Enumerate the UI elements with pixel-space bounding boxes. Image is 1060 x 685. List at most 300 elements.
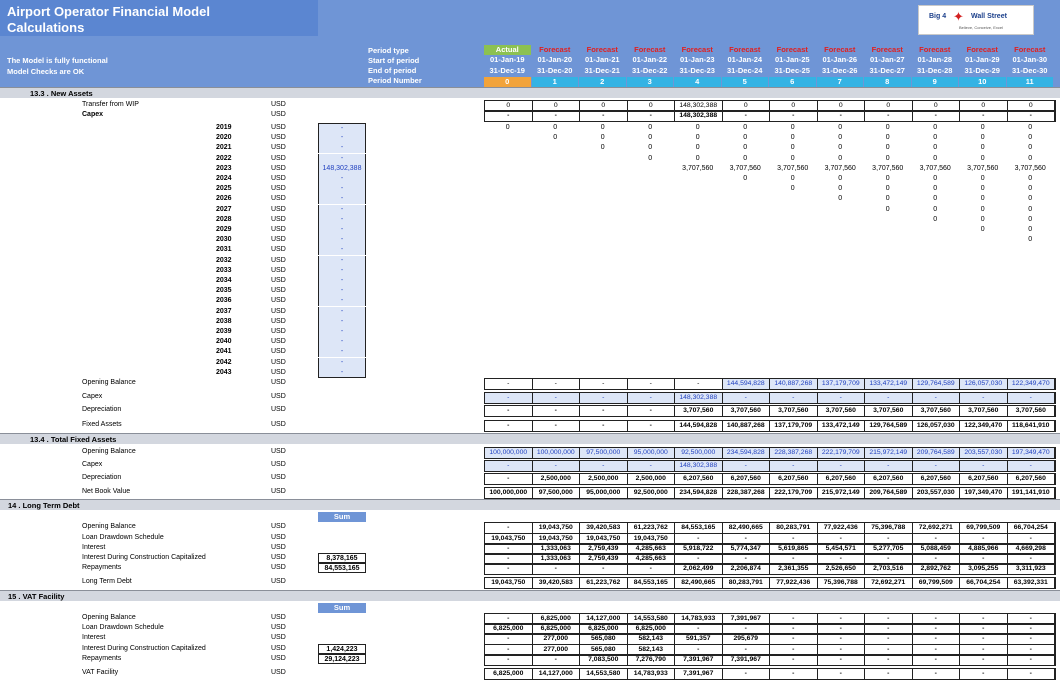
value-cell[interactable]: - [960,461,1008,471]
value-cell[interactable]: 4,669,298 [1008,544,1056,554]
value-cell[interactable]: - [960,645,1008,655]
value-cell[interactable]: - [865,655,913,665]
value-cell[interactable]: 14,127,000 [533,669,581,679]
value-cell[interactable]: 2,526,650 [818,564,866,574]
depreciation-cell[interactable]: 0 [1028,226,1033,233]
value-cell[interactable]: 66,704,254 [1008,523,1056,533]
value-cell[interactable]: - [628,379,676,389]
value-cell[interactable]: - [485,523,533,533]
value-cell[interactable]: - [770,554,818,564]
value-cell[interactable]: 95,000,000 [580,488,628,498]
value-cell[interactable]: 133,472,149 [865,379,913,389]
value-cell[interactable]: 133,472,149 [818,421,866,431]
value-cell[interactable]: 215,972,149 [865,448,913,458]
year-capex-input[interactable]: - [318,245,366,255]
value-cell[interactable]: 0 [580,101,628,111]
value-cell[interactable]: 215,972,149 [818,488,866,498]
value-cell[interactable]: 14,783,933 [675,614,723,624]
value-cell[interactable]: 2,500,000 [533,474,581,484]
value-cell[interactable]: 2,500,000 [628,474,676,484]
value-cell[interactable]: - [770,624,818,634]
depreciation-cell[interactable]: 0 [885,155,890,162]
value-cell[interactable]: 565,080 [580,634,628,644]
value-cell[interactable]: 197,349,470 [1008,448,1056,458]
value-cell[interactable]: 3,707,560 [960,406,1008,416]
depreciation-cell[interactable]: 0 [1028,175,1033,182]
year-capex-input[interactable]: - [318,174,366,184]
year-capex-input[interactable]: - [318,358,366,368]
value-cell[interactable]: 209,764,589 [913,448,961,458]
depreciation-cell[interactable]: 0 [790,155,795,162]
value-cell[interactable]: - [865,111,913,121]
year-capex-input[interactable]: - [318,235,366,245]
depreciation-cell[interactable]: 3,707,560 [729,165,761,172]
value-cell[interactable]: 0 [818,101,866,111]
depreciation-cell[interactable]: 0 [553,134,558,141]
depreciation-cell[interactable]: 0 [980,195,985,202]
value-cell[interactable]: 0 [723,101,771,111]
value-cell[interactable]: 228,387,268 [770,448,818,458]
year-capex-input[interactable]: - [318,276,366,286]
depreciation-cell[interactable]: 0 [933,216,938,223]
depreciation-cell[interactable]: 3,707,560 [824,165,856,172]
value-cell[interactable]: - [628,406,676,416]
depreciation-cell[interactable]: 0 [885,134,890,141]
value-cell[interactable]: - [818,393,866,403]
value-cell[interactable]: 3,707,560 [675,406,723,416]
value-cell[interactable]: - [818,461,866,471]
value-cell[interactable]: - [580,111,628,121]
value-cell[interactable]: - [723,461,771,471]
depreciation-cell[interactable]: 0 [600,124,605,131]
value-cell[interactable]: 126,057,030 [960,379,1008,389]
depreciation-cell[interactable]: 0 [648,124,653,131]
value-cell[interactable]: - [485,421,533,431]
value-cell[interactable]: - [913,614,961,624]
value-cell[interactable]: 148,302,388 [675,393,723,403]
value-cell[interactable]: 582,143 [628,634,676,644]
depreciation-cell[interactable]: 0 [790,185,795,192]
value-cell[interactable]: - [913,634,961,644]
value-cell[interactable]: 5,918,722 [675,544,723,554]
depreciation-cell[interactable]: 0 [648,134,653,141]
depreciation-cell[interactable]: 0 [600,144,605,151]
value-cell[interactable]: - [628,564,676,574]
value-cell[interactable]: 84,553,165 [628,578,676,588]
year-capex-input[interactable]: - [318,368,366,378]
depreciation-cell[interactable]: 0 [790,124,795,131]
value-cell[interactable]: - [1008,461,1056,471]
value-cell[interactable]: 137,179,709 [818,379,866,389]
value-cell[interactable]: - [533,564,581,574]
value-cell[interactable]: 0 [1008,101,1056,111]
value-cell[interactable]: - [675,645,723,655]
value-cell[interactable]: 209,764,589 [865,488,913,498]
value-cell[interactable]: - [533,655,581,665]
value-cell[interactable]: 4,285,663 [628,544,676,554]
value-cell[interactable]: 4,285,663 [628,554,676,564]
depreciation-cell[interactable]: 0 [838,155,843,162]
value-cell[interactable]: - [818,534,866,544]
value-cell[interactable]: - [913,669,961,679]
depreciation-cell[interactable]: 0 [1028,195,1033,202]
depreciation-cell[interactable]: 0 [933,185,938,192]
value-cell[interactable]: 7,083,500 [580,655,628,665]
value-cell[interactable]: 19,043,750 [533,523,581,533]
depreciation-cell[interactable]: 3,707,560 [872,165,904,172]
value-cell[interactable]: - [723,554,771,564]
depreciation-cell[interactable]: 0 [885,185,890,192]
value-cell[interactable]: 122,349,470 [960,421,1008,431]
year-capex-input[interactable]: - [318,215,366,225]
value-cell[interactable]: 19,043,750 [628,534,676,544]
year-capex-input[interactable]: - [318,123,366,133]
value-cell[interactable]: 0 [913,101,961,111]
value-cell[interactable]: 63,392,331 [1008,578,1056,588]
value-cell[interactable]: - [675,534,723,544]
value-cell[interactable]: 3,707,560 [865,406,913,416]
depreciation-cell[interactable]: 0 [695,144,700,151]
value-cell[interactable]: 5,454,571 [818,544,866,554]
value-cell[interactable]: 5,088,459 [913,544,961,554]
value-cell[interactable]: - [485,461,533,471]
value-cell[interactable]: 118,641,910 [1008,421,1056,431]
value-cell[interactable]: - [628,461,676,471]
value-cell[interactable]: - [675,554,723,564]
value-cell[interactable]: 129,764,589 [865,421,913,431]
value-cell[interactable]: - [1008,554,1056,564]
value-cell[interactable]: 6,207,560 [1008,474,1056,484]
value-cell[interactable]: 0 [770,101,818,111]
value-cell[interactable]: 7,391,967 [675,669,723,679]
value-cell[interactable]: 144,594,828 [723,379,771,389]
value-cell[interactable]: - [580,421,628,431]
value-cell[interactable]: 82,490,665 [675,578,723,588]
depreciation-cell[interactable]: 3,707,560 [967,165,999,172]
value-cell[interactable]: - [485,645,533,655]
value-cell[interactable]: 97,500,000 [533,488,581,498]
value-cell[interactable]: 92,500,000 [628,488,676,498]
value-cell[interactable]: 234,594,828 [723,448,771,458]
value-cell[interactable]: 92,500,000 [675,448,723,458]
depreciation-cell[interactable]: 0 [1028,216,1033,223]
value-cell[interactable]: - [628,421,676,431]
value-cell[interactable]: - [1008,393,1056,403]
depreciation-cell[interactable]: 0 [1028,236,1033,243]
depreciation-cell[interactable]: 0 [980,216,985,223]
value-cell[interactable]: - [960,614,1008,624]
depreciation-cell[interactable]: 0 [933,155,938,162]
sum-cell[interactable]: 1,424,223 [318,644,366,654]
value-cell[interactable]: - [865,669,913,679]
value-cell[interactable]: 6,825,000 [485,624,533,634]
value-cell[interactable]: 3,707,560 [913,406,961,416]
value-cell[interactable]: 2,361,355 [770,564,818,574]
value-cell[interactable]: 129,764,589 [913,379,961,389]
value-cell[interactable]: 140,887,268 [723,421,771,431]
value-cell[interactable]: 148,302,388 [675,461,723,471]
value-cell[interactable]: - [533,461,581,471]
value-cell[interactable]: - [770,461,818,471]
value-cell[interactable]: 6,207,560 [818,474,866,484]
value-cell[interactable]: - [628,111,676,121]
value-cell[interactable]: - [675,379,723,389]
value-cell[interactable]: - [913,534,961,544]
depreciation-cell[interactable]: 0 [1028,134,1033,141]
value-cell[interactable]: - [1008,624,1056,634]
depreciation-cell[interactable]: 0 [885,144,890,151]
depreciation-cell[interactable]: 0 [838,195,843,202]
depreciation-cell[interactable]: 0 [980,124,985,131]
value-cell[interactable]: - [533,393,581,403]
value-cell[interactable]: 97,500,000 [580,448,628,458]
value-cell[interactable]: 7,276,790 [628,655,676,665]
depreciation-cell[interactable]: 0 [838,124,843,131]
year-capex-input[interactable]: - [318,194,366,204]
value-cell[interactable]: 5,619,865 [770,544,818,554]
value-cell[interactable]: - [628,393,676,403]
value-cell[interactable]: - [913,393,961,403]
value-cell[interactable]: 7,391,967 [723,614,771,624]
value-cell[interactable]: 5,774,347 [723,544,771,554]
value-cell[interactable]: - [580,379,628,389]
value-cell[interactable]: - [960,111,1008,121]
depreciation-cell[interactable]: 0 [933,206,938,213]
value-cell[interactable]: - [770,614,818,624]
value-cell[interactable]: 3,707,560 [723,406,771,416]
depreciation-cell[interactable]: 0 [885,175,890,182]
value-cell[interactable]: - [485,554,533,564]
value-cell[interactable]: 6,207,560 [913,474,961,484]
value-cell[interactable]: 0 [485,101,533,111]
value-cell[interactable]: 2,759,439 [580,554,628,564]
value-cell[interactable]: 80,283,791 [770,523,818,533]
value-cell[interactable]: - [865,645,913,655]
value-cell[interactable]: - [818,669,866,679]
value-cell[interactable]: 72,692,271 [865,578,913,588]
value-cell[interactable]: 100,000,000 [485,488,533,498]
value-cell[interactable]: 5,277,705 [865,544,913,554]
value-cell[interactable]: - [818,634,866,644]
value-cell[interactable]: - [770,634,818,644]
value-cell[interactable]: - [580,406,628,416]
value-cell[interactable]: - [533,406,581,416]
value-cell[interactable]: - [723,393,771,403]
value-cell[interactable]: - [485,544,533,554]
value-cell[interactable]: - [818,554,866,564]
value-cell[interactable]: 6,825,000 [533,614,581,624]
value-cell[interactable]: - [960,624,1008,634]
value-cell[interactable]: 69,799,509 [960,523,1008,533]
depreciation-cell[interactable]: 0 [838,175,843,182]
year-capex-input[interactable]: - [318,154,366,164]
depreciation-cell[interactable]: 3,707,560 [1014,165,1046,172]
value-cell[interactable]: - [485,111,533,121]
value-cell[interactable]: - [485,614,533,624]
value-cell[interactable]: 6,825,000 [485,669,533,679]
value-cell[interactable]: 126,057,030 [913,421,961,431]
depreciation-cell[interactable]: 0 [980,226,985,233]
value-cell[interactable]: 39,420,583 [533,578,581,588]
value-cell[interactable]: 565,080 [580,645,628,655]
year-capex-input[interactable]: - [318,296,366,306]
depreciation-cell[interactable]: 0 [790,134,795,141]
depreciation-cell[interactable]: 0 [838,185,843,192]
depreciation-cell[interactable]: 0 [505,124,510,131]
value-cell[interactable]: - [580,564,628,574]
value-cell[interactable]: 3,707,560 [818,406,866,416]
value-cell[interactable]: - [865,534,913,544]
year-capex-input[interactable]: - [318,205,366,215]
value-cell[interactable]: 7,391,967 [723,655,771,665]
depreciation-cell[interactable]: 0 [743,134,748,141]
value-cell[interactable]: 191,141,910 [1008,488,1056,498]
depreciation-cell[interactable]: 0 [1028,144,1033,151]
value-cell[interactable]: 6,825,000 [580,624,628,634]
depreciation-cell[interactable]: 0 [743,155,748,162]
value-cell[interactable]: - [723,624,771,634]
value-cell[interactable]: - [865,393,913,403]
depreciation-cell[interactable]: 0 [980,185,985,192]
value-cell[interactable]: 222,179,709 [770,488,818,498]
year-capex-input[interactable]: - [318,286,366,296]
value-cell[interactable]: 75,396,788 [865,523,913,533]
value-cell[interactable]: - [913,655,961,665]
value-cell[interactable]: 277,000 [533,645,581,655]
value-cell[interactable]: - [818,111,866,121]
value-cell[interactable]: - [960,655,1008,665]
value-cell[interactable]: - [913,461,961,471]
value-cell[interactable]: 39,420,583 [580,523,628,533]
value-cell[interactable]: 6,207,560 [960,474,1008,484]
value-cell[interactable]: 203,557,030 [960,448,1008,458]
value-cell[interactable]: - [723,645,771,655]
value-cell[interactable]: - [533,111,581,121]
value-cell[interactable]: - [818,614,866,624]
value-cell[interactable]: - [960,554,1008,564]
depreciation-cell[interactable]: 0 [885,206,890,213]
value-cell[interactable]: - [723,669,771,679]
value-cell[interactable]: - [485,406,533,416]
depreciation-cell[interactable]: 0 [743,175,748,182]
value-cell[interactable]: 3,707,560 [1008,406,1056,416]
value-cell[interactable]: - [1008,634,1056,644]
value-cell[interactable]: 0 [865,101,913,111]
depreciation-cell[interactable]: 0 [553,124,558,131]
year-capex-input[interactable]: - [318,266,366,276]
value-cell[interactable]: - [723,111,771,121]
year-capex-input[interactable]: - [318,256,366,266]
value-cell[interactable]: - [865,624,913,634]
value-cell[interactable]: 100,000,000 [533,448,581,458]
value-cell[interactable]: 197,349,470 [960,488,1008,498]
value-cell[interactable]: 582,143 [628,645,676,655]
depreciation-cell[interactable]: 0 [790,144,795,151]
depreciation-cell[interactable]: 0 [980,206,985,213]
value-cell[interactable]: 2,062,499 [675,564,723,574]
value-cell[interactable]: 80,283,791 [723,578,771,588]
depreciation-cell[interactable]: 0 [838,144,843,151]
depreciation-cell[interactable]: 0 [980,175,985,182]
value-cell[interactable]: 140,887,268 [770,379,818,389]
year-capex-input[interactable]: - [318,133,366,143]
value-cell[interactable]: - [960,634,1008,644]
value-cell[interactable]: 6,825,000 [628,624,676,634]
value-cell[interactable]: 19,043,750 [485,578,533,588]
value-cell[interactable]: 222,179,709 [818,448,866,458]
depreciation-cell[interactable]: 0 [885,124,890,131]
value-cell[interactable]: - [818,645,866,655]
value-cell[interactable]: 1,333,063 [533,554,581,564]
value-cell[interactable]: - [1008,655,1056,665]
value-cell[interactable]: 0 [960,101,1008,111]
depreciation-cell[interactable]: 3,707,560 [919,165,951,172]
value-cell[interactable]: - [913,111,961,121]
sum-cell[interactable]: 8,378,165 [318,553,366,563]
value-cell[interactable]: - [1008,669,1056,679]
value-cell[interactable]: 77,922,436 [818,523,866,533]
value-cell[interactable]: 0 [533,101,581,111]
depreciation-cell[interactable]: 0 [980,144,985,151]
value-cell[interactable]: 100,000,000 [485,448,533,458]
year-capex-input[interactable]: - [318,317,366,327]
year-capex-input[interactable]: - [318,184,366,194]
depreciation-cell[interactable]: 0 [933,175,938,182]
value-cell[interactable]: 2,759,439 [580,544,628,554]
value-cell[interactable]: 6,825,000 [533,624,581,634]
value-cell[interactable]: 6,207,560 [865,474,913,484]
value-cell[interactable]: - [770,655,818,665]
depreciation-cell[interactable]: 0 [600,134,605,141]
value-cell[interactable]: 295,679 [723,634,771,644]
value-cell[interactable]: 2,892,762 [913,564,961,574]
value-cell[interactable]: 6,207,560 [723,474,771,484]
depreciation-cell[interactable]: 0 [743,144,748,151]
value-cell[interactable]: 3,311,923 [1008,564,1056,574]
value-cell[interactable]: 75,396,788 [818,578,866,588]
value-cell[interactable]: - [485,634,533,644]
value-cell[interactable]: - [533,379,581,389]
year-capex-input[interactable]: - [318,347,366,357]
value-cell[interactable]: 148,302,388 [675,111,723,121]
value-cell[interactable]: - [675,624,723,634]
depreciation-cell[interactable]: 0 [933,144,938,151]
value-cell[interactable]: - [1008,614,1056,624]
value-cell[interactable]: - [865,614,913,624]
value-cell[interactable]: 137,179,709 [770,421,818,431]
value-cell[interactable]: - [580,393,628,403]
value-cell[interactable]: 277,000 [533,634,581,644]
value-cell[interactable]: 95,000,000 [628,448,676,458]
value-cell[interactable]: 144,594,828 [675,421,723,431]
value-cell[interactable]: - [770,111,818,121]
value-cell[interactable]: 19,043,750 [485,534,533,544]
value-cell[interactable]: - [865,554,913,564]
big4-wallstreet-logo[interactable] [918,5,1034,35]
depreciation-cell[interactable]: 0 [885,195,890,202]
value-cell[interactable]: 61,223,762 [580,578,628,588]
value-cell[interactable]: - [485,564,533,574]
value-cell[interactable]: 82,490,665 [723,523,771,533]
depreciation-cell[interactable]: 0 [648,155,653,162]
value-cell[interactable]: - [723,534,771,544]
value-cell[interactable]: - [485,474,533,484]
value-cell[interactable]: - [913,645,961,655]
value-cell[interactable]: 228,387,268 [723,488,771,498]
depreciation-cell[interactable]: 0 [1028,124,1033,131]
value-cell[interactable]: 2,500,000 [580,474,628,484]
value-cell[interactable]: - [818,655,866,665]
